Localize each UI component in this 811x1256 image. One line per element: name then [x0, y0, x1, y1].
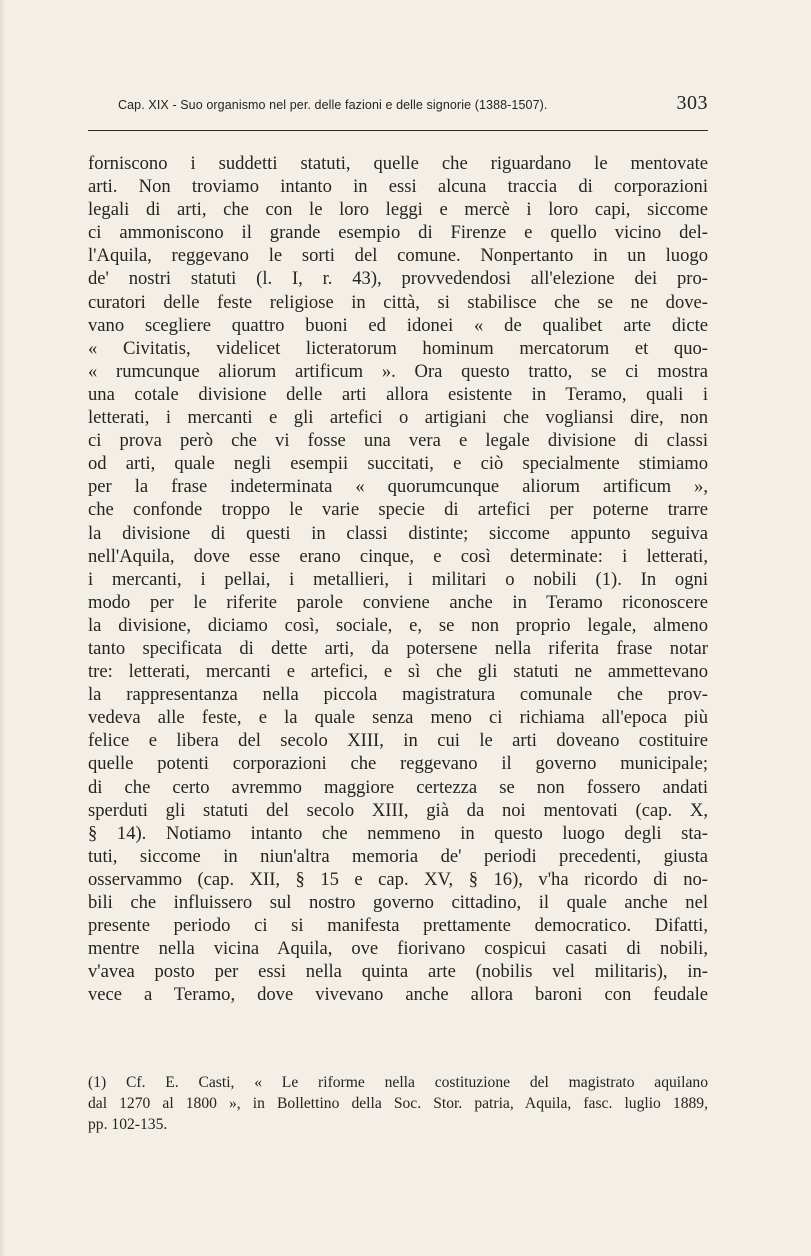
text-line: presente periodo ci si manifesta prettamente democratico. Difatti, [88, 915, 708, 937]
text-line: la divisione, diciamo così, sociale, e, se non proprio legale, almeno [88, 614, 708, 636]
text-line: de' nostri statuti (l. I, r. 43), provvedendosi all'elezione dei pro- [88, 268, 708, 290]
text-line: « rumcunque aliorum artificum ». Ora questo tratto, se ci mostra [88, 360, 708, 382]
text-line: legali di arti, che con le loro leggi e mercè i loro capi, siccome [88, 199, 708, 221]
text-line: § 14). Notiamo intanto che nemmeno in questo luogo degli sta- [88, 822, 708, 844]
text-line: curatori delle feste religiose in città, si stabilisce che se ne dove- [88, 291, 708, 313]
text-line: ci prova però che vi fosse una vera e legale divisione di classi [88, 430, 708, 452]
text-line: una cotale divisione delle arti allora esistente in Teramo, quali i [88, 383, 708, 405]
text-line: v'avea posto per essi nella quinta arte (nobilis vel militaris), in- [88, 961, 708, 983]
running-head: Cap. XIX - Suo organismo nel per. delle fazioni e delle signorie (1388-1507). [118, 98, 548, 112]
text-line: modo per le riferite parole conviene anche in Teramo riconoscere [88, 591, 708, 613]
text-line: ci ammoniscono il grande esempio di Firenze e quello vicino del- [88, 222, 708, 244]
page-edge [0, 0, 6, 1256]
text-line: felice e libera del secolo XIII, in cui le arti doveano costituire [88, 730, 708, 752]
text-line: la rappresentanza nella piccola magistratura comunale che prov- [88, 684, 708, 706]
text-line: i mercanti, i pellai, i metallieri, i militari o nobili (1). In ogni [88, 568, 708, 590]
text-line: mentre nella vicina Aquila, ove fiorivano cospicui casati di nobili, [88, 938, 708, 960]
text-line: la divisione di questi in classi distinte; siccome appunto seguiva [88, 522, 708, 544]
footnote-line: (1) Cf. E. Casti, « Le riforme nella costituzione del magistrato aquilano [88, 1074, 708, 1091]
text-line: osservammo (cap. XII, § 15 e cap. XV, § 16), v'ha ricordo di no- [88, 868, 708, 890]
show-through-text [230, 1020, 710, 1042]
text-line: vedeva alle feste, e la quale senza meno ci richiama all'epoca più [88, 707, 708, 729]
text-line: vece a Teramo, dove vivevano anche allora baroni con feudale [88, 984, 708, 1006]
text-line: nell'Aquila, dove esse erano cinque, e così determinate: i letterati, [88, 545, 708, 567]
text-line: sperduti gli statuti del secolo XIII, già da noi mentovati (cap. X, [88, 799, 708, 821]
text-line: vano scegliere quattro buoni ed idonei « de qualibet arte dicte [88, 314, 708, 336]
text-line: arti. Non troviamo intanto in essi alcuna traccia di corporazioni [88, 176, 708, 198]
footnote-line: pp. 102-135. [88, 1116, 168, 1133]
text-line: tanto specificata di dette arti, da potersene nella riferita frase notar [88, 637, 708, 659]
text-line: quelle potenti corporazioni che reggevano il governo municipale; [88, 753, 708, 775]
text-line: l'Aquila, reggevano le sorti del comune. Nonpertanto in un luogo [88, 245, 708, 267]
text-line: tre: letterati, mercanti e artefici, e sì che gli statuti ne ammettevano [88, 661, 708, 683]
text-line: che confonde troppo le varie specie di artefici per poterne trarre [88, 499, 708, 521]
text-line: di che certo avremmo maggiore certezza se non fossero andati [88, 776, 708, 798]
text-line: tuti, siccome in niun'altra memoria de' periodi precedenti, giusta [88, 845, 708, 867]
footnote-line: dal 1270 al 1800 », in Bollettino della Soc. Stor. patria, Aquila, fasc. luglio 1889, [88, 1095, 708, 1112]
text-line: per la frase indeterminata « quorumcunque aliorum artificum », [88, 476, 708, 498]
page-number: 303 [676, 92, 708, 114]
footnote [88, 1072, 708, 1135]
text-line: letterati, i mercanti e gli artefici o artigiani che vogliansi dire, non [88, 407, 708, 429]
text-line: forniscono i suddetti statuti, quelle che riguardano le mentovate [88, 153, 708, 174]
text-line: bili che influissero sul nostro governo cittadino, il quale anche nel [88, 892, 708, 913]
text-line: od arti, quale negli esempii succitati, e ciò specialmente stimiamo [88, 453, 708, 475]
running-header [88, 92, 708, 131]
text-line: « Civitatis, videlicet licteratorum hominum mercatorum et quo- [88, 337, 708, 359]
body-text [88, 152, 708, 1006]
